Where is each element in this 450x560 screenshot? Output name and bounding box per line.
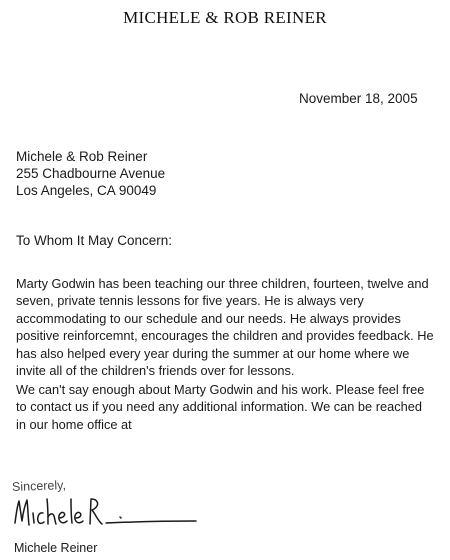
letter-date: November 18, 2005: [299, 91, 418, 106]
paragraph-line: in our home office at: [16, 416, 132, 432]
paragraph-line: accommodating to our schedule and our needs. He always provides: [16, 310, 401, 326]
body-paragraph-2: [16, 381, 446, 433]
paragraph-line: Marty Godwin has been teaching our three children, fourteen, twelve and: [16, 276, 429, 291]
salutation: To Whom It May Concern:: [16, 233, 173, 248]
paragraph-line: to contact us if you need any additional information. We can be reached: [16, 399, 422, 415]
paragraph-line: has also helped every year during the summer at our home where we: [16, 345, 410, 361]
signer-name: Michele Reiner: [14, 541, 98, 555]
paragraph-line: seven, private tennis lessons for five years. He is always very: [16, 293, 364, 309]
body-paragraph-1: [16, 275, 446, 379]
closing: Sincerely,: [11, 478, 67, 494]
address-line: 255 Chadbourne Avenue: [16, 166, 166, 181]
address-line: Michele & Rob Reiner: [16, 149, 148, 164]
letterhead: MICHELE & ROB REINER: [123, 8, 327, 27]
paragraph-line: positive reinforcemnt, encourages the children and provides feedback. He: [16, 328, 434, 344]
address-line: Los Angeles, CA 90049: [16, 183, 157, 198]
handwritten-signature: [10, 493, 200, 535]
paragraph-line: invite all of the children's friends over for lessons.: [16, 363, 295, 379]
paragraph-line: We can't say enough about Marty Godwin and his work. Please feel free: [16, 382, 425, 397]
sender-address: [16, 148, 165, 199]
